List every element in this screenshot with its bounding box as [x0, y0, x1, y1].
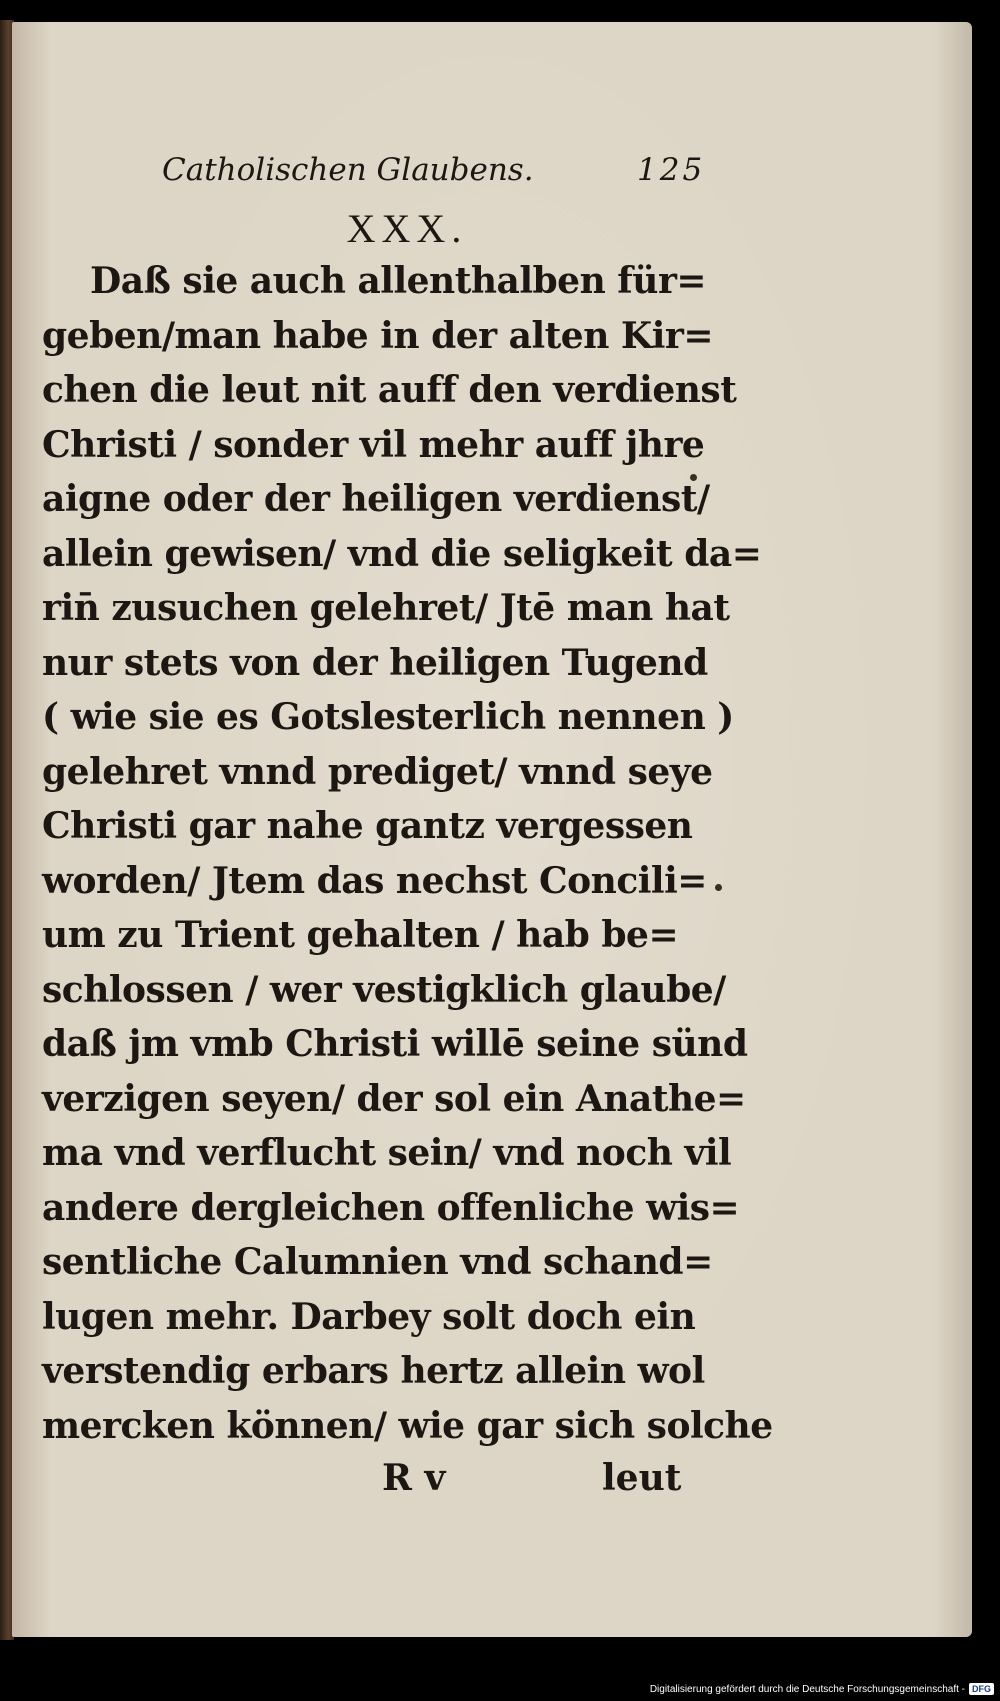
credit-text: Digitalisierung gefördert durch die Deutsche Forschungsgemeinschaft -	[649, 1683, 965, 1695]
signature-mark: R v	[382, 1457, 446, 1499]
text-line: verzigen seyen/ der sol ein Anathe=	[42, 1077, 746, 1120]
text-line: worden/ Jtem das nechst Concili=	[42, 859, 707, 902]
text-line: nur stets von der heiligen Tugend	[42, 641, 708, 684]
text-line: mercken können/ wie gar sich solche	[42, 1404, 773, 1447]
running-head	[42, 140, 732, 204]
page-number: 125	[637, 152, 706, 188]
catchword: leut	[602, 1457, 682, 1499]
text-line: Christi / sonder vil mehr auff jhre	[42, 423, 705, 466]
dfg-logo: DFG	[969, 1683, 994, 1695]
text-line: allein gewisen/ vnd die seligkeit da=	[42, 532, 762, 575]
text-line: um zu Trient gehalten / hab be=	[42, 914, 679, 956]
text-line: aigne oder der heiligen verdienst/	[42, 478, 710, 520]
catchword-line	[42, 1453, 732, 1513]
text-line: gelehret vnnd prediget/ vnnd seye	[42, 750, 713, 793]
text-line: Christi gar nahe gantz vergessen	[42, 805, 693, 847]
text-line: verstendig erbars hertz allein wol	[42, 1350, 705, 1392]
digitization-credit	[650, 1683, 994, 1695]
chapter-numeral: XXX.	[346, 206, 468, 251]
text-line: chen die leut nit auff den verdienst	[42, 369, 737, 411]
text-block	[42, 140, 773, 1513]
book-page	[12, 22, 972, 1637]
text-line: andere dergleichen offenliche wis=	[42, 1186, 740, 1229]
text-line: ma vnd verflucht sein/ vnd noch vil	[42, 1132, 732, 1174]
text-line: schlossen / wer vestigklich glaube/	[42, 968, 726, 1011]
text-line: Daß sie auch allenthalben für=	[90, 260, 707, 302]
text-line: lugen mehr. Darbey solt doch ein	[42, 1295, 696, 1338]
body-text	[42, 254, 773, 1453]
text-line: sentliche Calumnien vnd schand=	[42, 1241, 713, 1283]
text-line: daß jm vmb Christi willē seine sünd	[42, 1023, 748, 1065]
running-title: Catholischen Glaubens.	[162, 152, 534, 188]
text-line: rin̄ zusuchen gelehret/ Jtē man hat	[42, 587, 730, 629]
text-line: geben/man habe in der alten Kir=	[42, 314, 714, 357]
text-line: ( wie sie es Gotslesterlich nennen )	[42, 696, 734, 738]
